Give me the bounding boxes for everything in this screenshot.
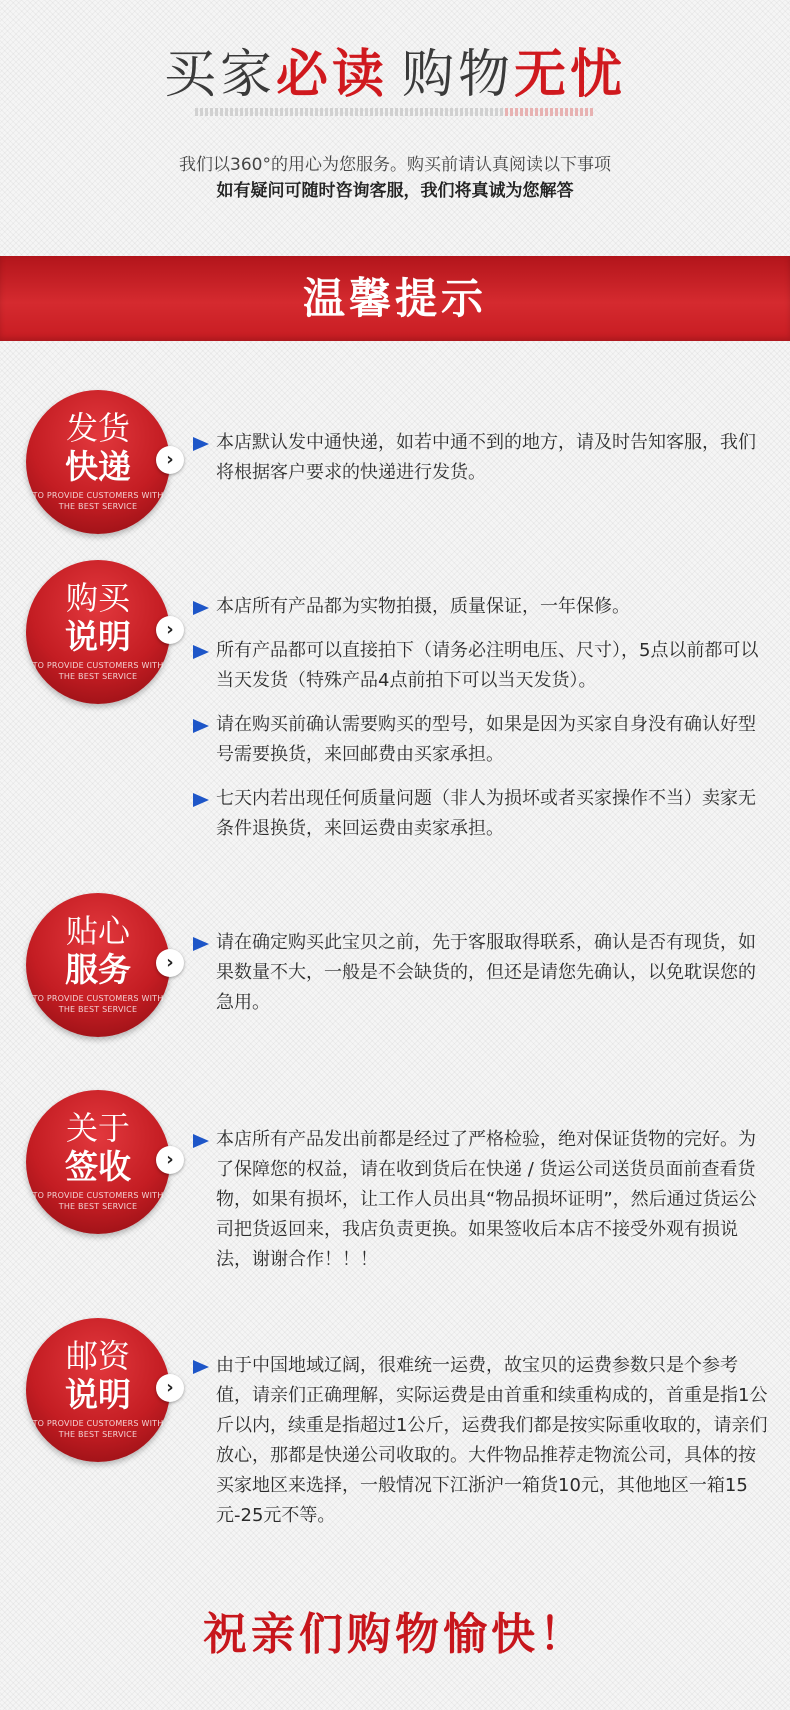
list-item: 请在确定购买此宝贝之前，先于客服取得联系，确认是否有现货，如果数量不大，一般是不会缺货的，但还是请您先确认，以免耽误您的急用。 xyxy=(190,928,770,1018)
badge-line-2: 服务 xyxy=(65,950,131,989)
blue-arrow-icon xyxy=(193,719,209,733)
badge-line-2: 说明 xyxy=(65,1375,131,1414)
intro-line-1: 我们以360°的用心为您服务。购买前请认真阅读以下事项 xyxy=(179,155,611,175)
blue-arrow-icon xyxy=(193,601,209,615)
section-badge xyxy=(26,1090,170,1234)
badge-line-2: 快递 xyxy=(65,447,131,486)
list-item: 由于中国地域辽阔，很难统一运费，故宝贝的运费参数只是个参考值，请亲们正确理解，实际运费是由首重和续重构成的，首重是指1公斤以内，续重是指超过1公斤，运费我们都是按实际重收取的，请亲们放心，那都是快递公司收取的。大件物品推荐走物流公司，具体的按买家地区来选择，一般情况下江浙沪一箱货10元，其他地区一箱15元-25元不等。 xyxy=(190,1351,770,1531)
badge-line-1: 购买 xyxy=(65,579,130,617)
blue-arrow-icon xyxy=(193,793,209,807)
section-badge xyxy=(26,893,170,1037)
intro-line-2: 如有疑问可随时咨询客服，我们将真诚为您解答 xyxy=(216,181,574,201)
title-part-1: 买家 xyxy=(163,45,276,105)
badge-line-2: 说明 xyxy=(65,617,131,656)
list-item: 本店默认发中通快递，如若中通不到的地方，请及时告知客服，我们将根据客户要求的快递进行发货。 xyxy=(190,428,770,488)
chevron-right-icon: › xyxy=(156,1374,184,1402)
tips-banner xyxy=(0,256,790,341)
badge-line-2: 签收 xyxy=(65,1147,131,1186)
badge-subtitle: TO PROVIDE CUSTOMERS WITH THE BEST SERVICE xyxy=(32,661,164,681)
badge-subtitle: TO PROVIDE CUSTOMERS WITH THE BEST SERVICE xyxy=(32,1419,164,1439)
badge-line-1: 贴心 xyxy=(65,912,130,950)
blue-arrow-icon xyxy=(193,645,209,659)
chevron-right-icon: › xyxy=(156,949,184,977)
banner-title: 温馨提示 xyxy=(302,274,487,323)
section-badge xyxy=(26,1318,170,1462)
title-part-3: 购物 xyxy=(402,45,515,105)
list-item: 本店所有产品都为实物拍摄，质量保证，一年保修。 xyxy=(190,592,770,622)
badge-subtitle: TO PROVIDE CUSTOMERS WITH THE BEST SERVICE xyxy=(32,994,164,1014)
title-part-2: 必读 xyxy=(275,45,388,105)
blue-arrow-icon xyxy=(193,437,209,451)
chevron-right-icon: › xyxy=(156,616,184,644)
chevron-right-icon: › xyxy=(156,446,184,474)
chevron-right-icon: › xyxy=(156,1146,184,1174)
badge-subtitle: TO PROVIDE CUSTOMERS WITH THE BEST SERVICE xyxy=(32,1191,164,1211)
list-item: 本店所有产品发出前都是经过了严格检验，绝对保证货物的完好。为了保障您的权益，请在收到货后在快递 / 货运公司送货员面前查看货物，如果有损坏，让工作人员出具“物品损坏证明”，然后通过货运公司把货返回来，我店负责更换。如果签收后本店不接受外观有损说法，谢谢合作！！！ xyxy=(190,1125,770,1275)
title-part-4: 无忧 xyxy=(514,45,627,105)
badge-subtitle: TO PROVIDE CUSTOMERS WITH THE BEST SERVICE xyxy=(32,491,164,511)
blue-arrow-icon xyxy=(193,1134,209,1148)
footer-greeting: 祝亲们购物愉快！ xyxy=(203,1609,587,1660)
list-item: 所有产品都可以直接拍下（请务必注明电压、尺寸），5点以前都可以当天发货（特殊产品4点前拍下可以当天发货）。 xyxy=(190,636,770,696)
badge-line-1: 发货 xyxy=(65,409,130,447)
section-badge xyxy=(26,560,170,704)
badge-line-1: 邮资 xyxy=(65,1337,130,1375)
blue-arrow-icon xyxy=(193,937,209,951)
header xyxy=(0,0,790,250)
list-item: 七天内若出现任何质量问题（非人为损坏或者买家操作不当）卖家无条件退换货，来回运费由卖家承担。 xyxy=(190,784,770,844)
page-title xyxy=(0,40,790,110)
section-badge xyxy=(26,390,170,534)
blue-arrow-icon xyxy=(193,1360,209,1374)
badge-line-1: 关于 xyxy=(65,1109,130,1147)
decorative-divider xyxy=(195,108,595,116)
list-item: 请在购买前确认需要购买的型号，如果是因为买家自身没有确认好型号需要换货，来回邮费由买家承担。 xyxy=(190,710,770,770)
